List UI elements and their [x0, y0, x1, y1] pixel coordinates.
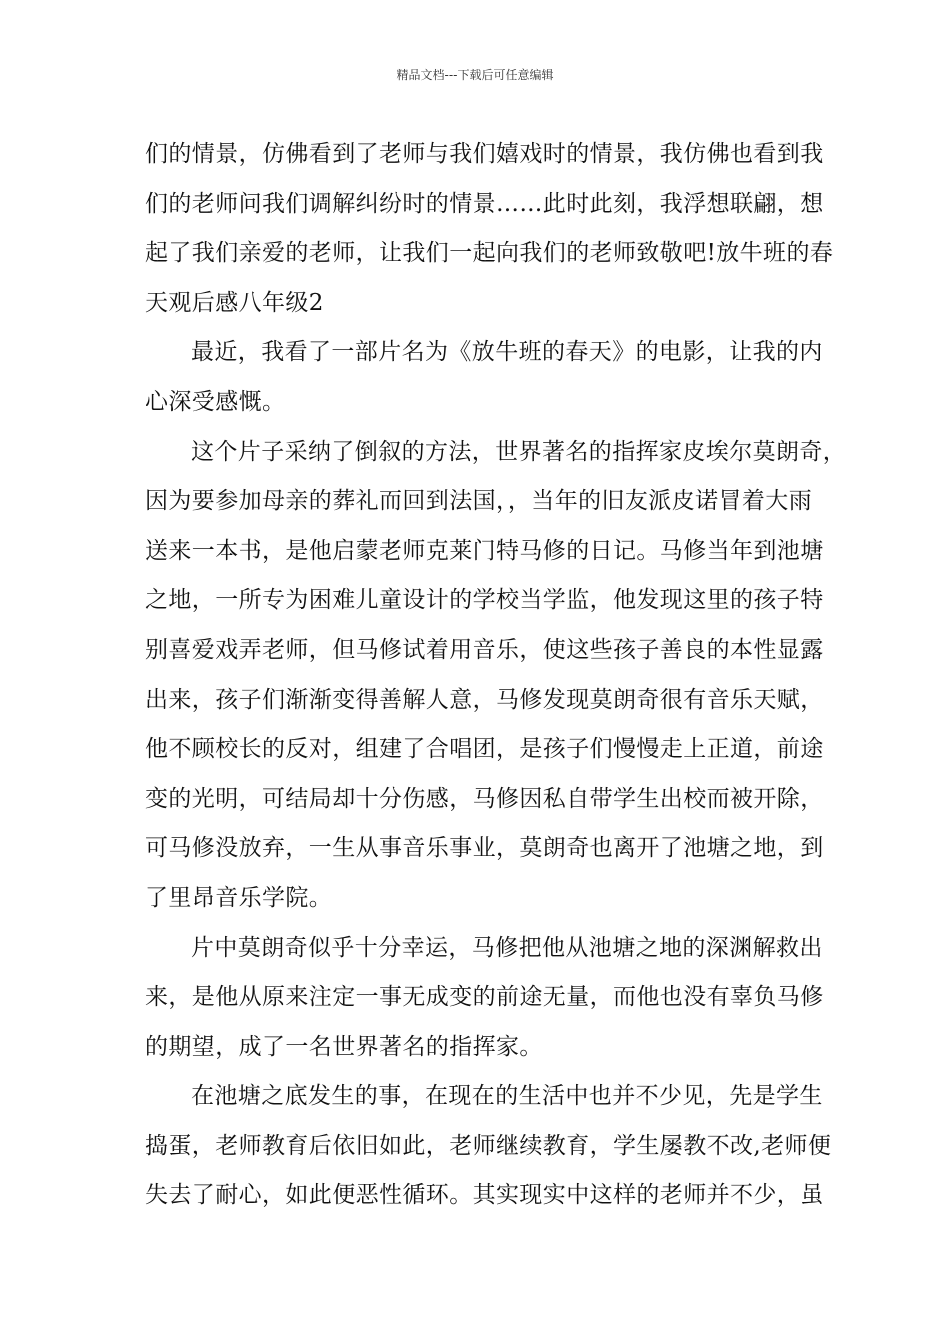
text-line: 的期望，成了一名世界著名的指挥家。 [145, 1033, 543, 1060]
page-header: 精品文档---下载后可任意编辑 [396, 68, 554, 82]
text-line: 因为要参加母亲的葬礼而回到法国，，当年的旧友派皮诺冒着大雨 [145, 488, 813, 515]
text-line: 们的情景，仿佛看到了老师与我们嬉戏时的情景，我仿佛也看到我 [145, 141, 824, 167]
text-line: 之地，一所专为困难儿童设计的学校当学监，他发现这里的孩子特 [145, 587, 824, 614]
text-line: 这个片子采纳了倒叙的方法，世界著名的指挥家皮埃尔莫朗奇， [191, 438, 847, 465]
text-line: 在池塘之底发生的事，在现在的生活中也并不少见，先是学生 [191, 1083, 823, 1110]
text-line: 捣蛋，老师教育后依旧如此，老师继续教育，学生屡教不改,老师便 [145, 1132, 832, 1159]
text-line: 们的老师问我们调解纠纷时的情景……此时此刻，我浮想联翩，想 [145, 190, 824, 217]
body-text [145, 130, 847, 1221]
text-line: 送来一本书，是他启蒙老师克莱门特马修的日记。马修当年到池塘 [145, 537, 824, 564]
text-line: 了里昂音乐学院。 [145, 884, 333, 911]
text-line: 起了我们亲爱的老师，让我们一起向我们的老师致敬吧!放牛班的春 [145, 240, 834, 267]
text-line: 天观后感八年级2 [145, 289, 324, 316]
text-line: 片中莫朗奇似乎十分幸运，马修把他从池塘之地的深渊解救出 [191, 934, 823, 961]
text-line: 他不顾校长的反对，组建了合唱团，是孩子们慢慢走上正道，前途 [145, 736, 824, 763]
text-line: 变的光明，可结局却十分伤感，马修因私自带学生出校而被开除， [145, 785, 824, 812]
text-line: 最近，我看了一部片名为《放牛班的春天》的电影，让我的内 [191, 339, 823, 366]
text-line: 失去了耐心，如此便恶性循环。其实现实中这样的老师并不少，虽 [145, 1182, 824, 1209]
text-line: 可马修没放弃，一生从事音乐事业，莫朗奇也离开了池塘之地，到 [145, 835, 824, 862]
text-line: 心深受感慨。 [145, 388, 286, 415]
text-line: 出来，孩子们渐渐变得善解人意，马修发现莫朗奇很有音乐天赋， [145, 686, 824, 713]
text-line: 别喜爱戏弄老师，但马修试着用音乐，使这些孩子善良的本性显露 [145, 636, 824, 663]
text-line: 来，是他从原来注定一事无成变的前途无量，而他也没有辜负马修 [145, 984, 824, 1011]
